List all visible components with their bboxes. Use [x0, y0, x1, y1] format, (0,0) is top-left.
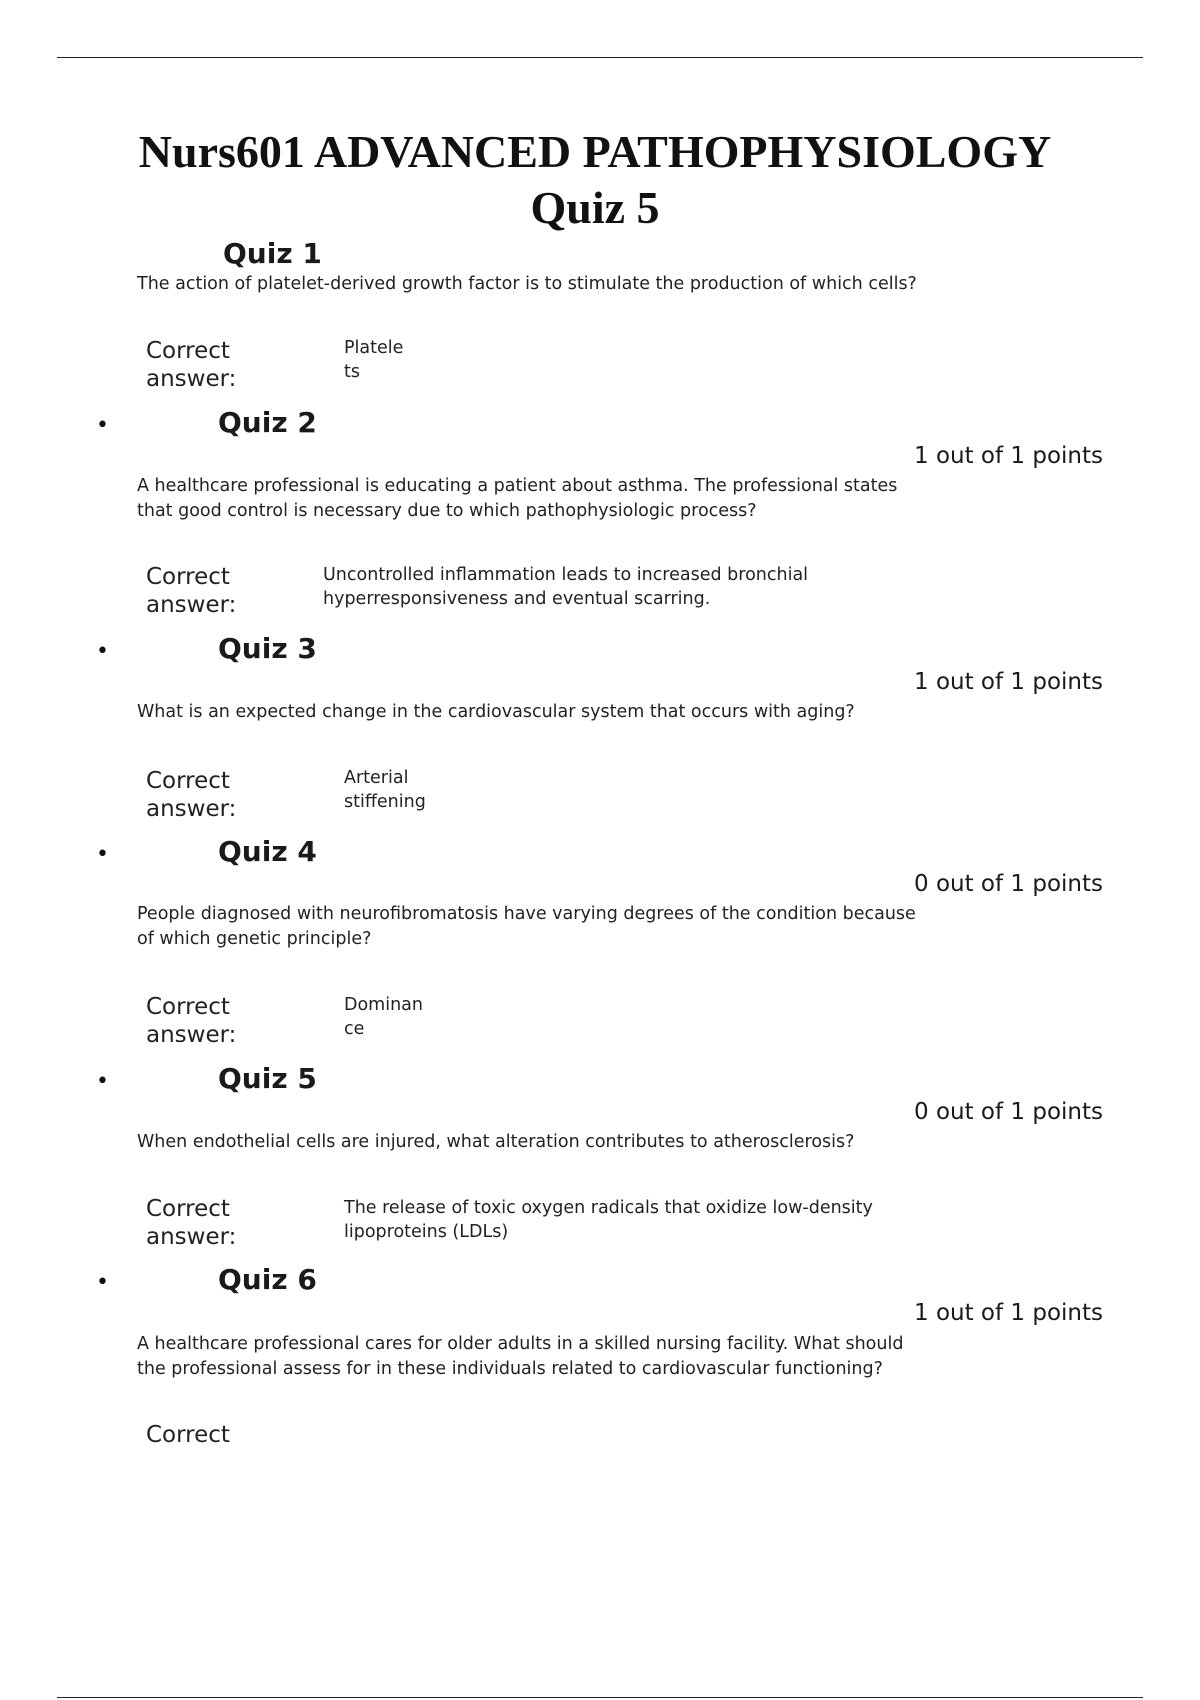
quiz-heading: Quiz 4	[218, 835, 317, 868]
question-text	[137, 1332, 1007, 1382]
answer-line: stiffening	[344, 792, 426, 812]
correct-answer-label	[146, 1421, 230, 1449]
answer-line: Dominan	[344, 995, 423, 1015]
correct-answer-label	[146, 993, 236, 1049]
answer-line: Platele	[344, 338, 404, 358]
quiz-heading: Quiz 5	[218, 1062, 317, 1095]
bullet-icon: •	[96, 842, 109, 867]
label-line: answer:	[146, 796, 237, 822]
answer-text	[323, 563, 808, 611]
title-line-1: Nurs601 ADVANCED PATHOPHYSIOLOGY	[138, 126, 1052, 177]
question-text: When endothelial cells are injured, what alteration contributes to atherosclerosis?	[137, 1132, 855, 1152]
label-line: Correct	[146, 338, 230, 364]
label-line: Correct	[146, 1422, 230, 1448]
answer-line: lipoproteins (LDLs)	[344, 1222, 509, 1242]
points-score: 1 out of 1 points	[914, 443, 1103, 469]
label-line: answer:	[146, 1022, 237, 1048]
question-line: the professional assess for in these individuals related to cardiovascular functioning?	[137, 1359, 883, 1379]
points-score: 0 out of 1 points	[914, 871, 1103, 897]
title-line-2: Quiz 5	[530, 182, 660, 233]
answer-line: Uncontrolled inflammation leads to increased bronchial	[323, 565, 809, 585]
question-text: What is an expected change in the cardiovascular system that occurs with aging?	[137, 702, 855, 722]
quiz-heading: Quiz 1	[223, 237, 322, 270]
question-line: of which genetic principle?	[137, 929, 372, 949]
bottom-divider	[57, 1697, 1143, 1698]
points-score: 1 out of 1 points	[914, 1300, 1103, 1326]
quiz-heading: Quiz 6	[218, 1263, 317, 1296]
points-score: 1 out of 1 points	[914, 669, 1103, 695]
correct-answer-label	[146, 337, 236, 393]
question-line: A healthcare professional is educating a patient about asthma. The professional states	[137, 476, 898, 496]
quiz-heading: Quiz 3	[218, 632, 317, 665]
question-text	[137, 474, 972, 524]
bullet-icon: •	[96, 1069, 109, 1094]
correct-answer-label	[146, 767, 236, 823]
question-line: People diagnosed with neurofibromatosis have varying degrees of the condition because	[137, 904, 916, 924]
question-line: A healthcare professional cares for older adults in a skilled nursing facility. What should	[137, 1334, 904, 1354]
label-line: Correct	[146, 1196, 230, 1222]
label-line: answer:	[146, 1224, 237, 1250]
label-line: answer:	[146, 592, 237, 618]
bullet-icon: •	[96, 413, 109, 438]
answer-line: ts	[344, 362, 360, 382]
question-line: that good control is necessary due to which pathophysiologic process?	[137, 501, 757, 521]
correct-answer-label	[146, 563, 236, 619]
question-text: The action of platelet-derived growth factor is to stimulate the production of which cells?	[137, 274, 917, 294]
answer-line: ce	[344, 1019, 365, 1039]
bullet-icon: •	[96, 1270, 109, 1295]
question-text	[137, 902, 1010, 952]
document-title	[0, 124, 1190, 236]
answer-line: Arterial	[344, 768, 409, 788]
answer-line: The release of toxic oxygen radicals that oxidize low-density	[344, 1198, 873, 1218]
answer-text	[344, 1196, 873, 1244]
answer-text	[344, 336, 403, 384]
bullet-icon: •	[96, 639, 109, 664]
quiz-heading: Quiz 2	[218, 406, 317, 439]
answer-line: hyperresponsiveness and eventual scarring.	[323, 589, 711, 609]
top-divider	[57, 57, 1143, 58]
label-line: answer:	[146, 366, 237, 392]
label-line: Correct	[146, 768, 230, 794]
answer-text	[344, 993, 423, 1041]
answer-text	[344, 766, 426, 814]
label-line: Correct	[146, 994, 230, 1020]
points-score: 0 out of 1 points	[914, 1099, 1103, 1125]
correct-answer-label	[146, 1195, 236, 1251]
label-line: Correct	[146, 564, 230, 590]
